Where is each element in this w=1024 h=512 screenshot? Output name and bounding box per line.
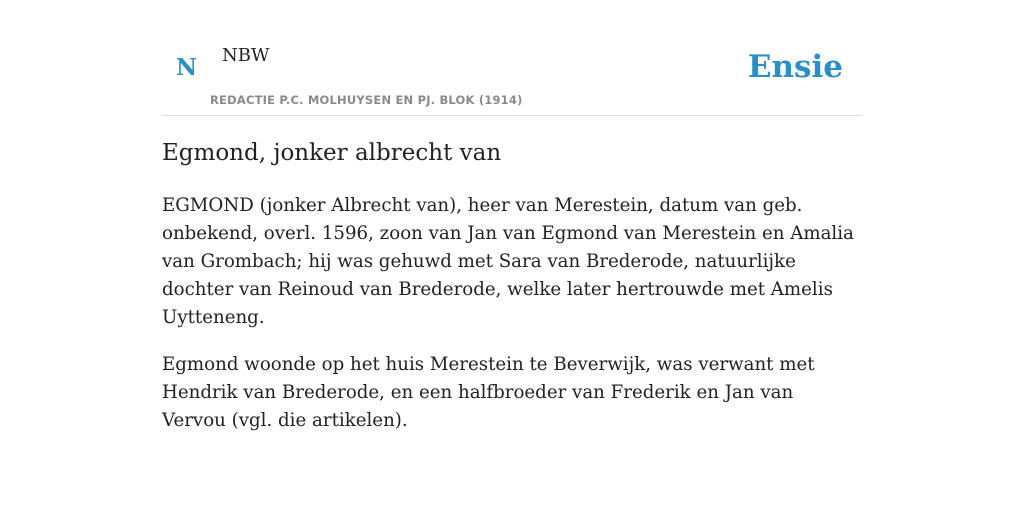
brand-logo[interactable]: Ensie [747, 49, 843, 85]
source-name[interactable]: NBW [222, 45, 270, 66]
article-paragraph: EGMOND (jonker Albrecht van), heer van Merestein, datum van geb. onbekend, overl. 1596, zoon van Jan van Egmond van Merestein en Amalia van Grombach; hij was gehuwd met Sara van Brederode, natuurlijke dochter van Reinoud van Brederode, welke later hertrouwde met Amelis Uytteneng. [162, 195, 854, 328]
source-logo-icon: N [176, 54, 198, 81]
article-paragraph: Egmond woonde op het huis Merestein te Beverwijk, was verwant met Hendrik van Brederode, en een halfbroeder van Frederik en Jan van Vervou (vgl. die artikelen). [162, 354, 815, 431]
page-content [162, 0, 862, 431]
source-editors: REDACTIE P.C. MOLHUYSEN EN PJ. BLOK (1914) [210, 93, 523, 107]
article-body [162, 192, 862, 454]
source-header [162, 0, 862, 116]
article-title: Egmond, jonker albrecht van [162, 140, 502, 166]
